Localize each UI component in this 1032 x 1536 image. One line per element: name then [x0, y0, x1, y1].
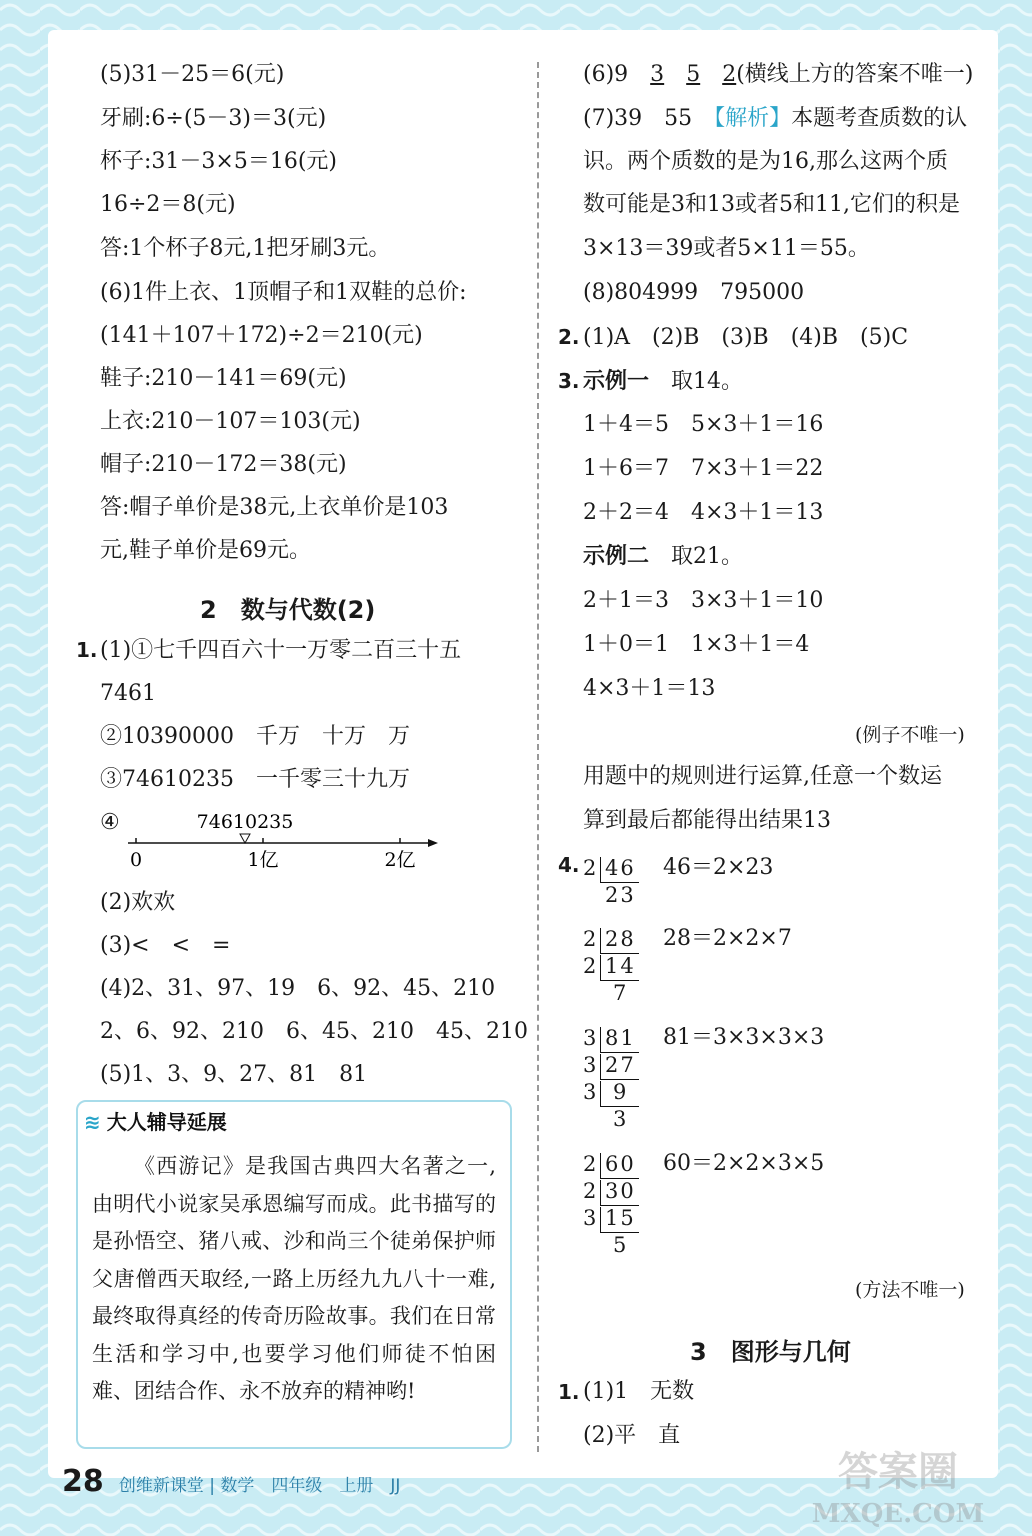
dividend: 5: [613, 1233, 629, 1257]
dividend: 60: [605, 1152, 636, 1176]
column-divider: [537, 62, 539, 1452]
text: 本题考查质数的认: [791, 106, 968, 131]
divisor: 2: [583, 927, 597, 951]
box-title-text: 大人辅导延展: [106, 1110, 227, 1134]
q1-line: 2、6、92、210 6、45、210 45、210: [100, 1019, 528, 1044]
svg-text:答案圈: 答案圈: [838, 1448, 958, 1495]
rule-line: 算到最后都能得出结果13: [583, 808, 831, 833]
example-2: [583, 542, 743, 572]
blank-answer: 2: [722, 62, 737, 87]
number-line-value-label: 74610235: [196, 811, 294, 833]
example-2-label: 示例二: [583, 544, 650, 569]
left-line: (141＋107＋172)÷2＝210(元): [100, 323, 423, 348]
dividend: 3: [613, 1107, 629, 1131]
divisor: 3: [583, 1080, 597, 1104]
svg-text:MXQE.COM: MXQE.COM: [811, 1499, 985, 1529]
right-line-6: [583, 60, 973, 90]
spacer: [664, 62, 686, 87]
left-line: (6)1件上衣、1顶帽子和1双鞋的总价:: [100, 280, 467, 305]
note-method: (方法不唯一): [855, 1279, 965, 1301]
rule-line: 用题中的规则进行运算,任意一个数运: [583, 764, 942, 789]
divisor: 2: [583, 856, 597, 880]
footer-text: 创维新课堂 | 数学 四年级 上册 JJ: [118, 1476, 401, 1496]
left-line: 杯子:31－3×5＝16(元): [100, 149, 337, 174]
example-1-text: 取14。: [649, 369, 744, 394]
left-line: 元,鞋子单价是69元。: [100, 538, 311, 563]
box-title: [84, 1106, 227, 1135]
divisor: 3: [583, 1026, 597, 1050]
section-3-line: (1)1 无数: [583, 1379, 695, 1404]
text: (7)39 55: [583, 106, 715, 131]
divisor: 2: [583, 954, 597, 978]
q1-line: (1)①七千四百六十一万零二百三十五: [100, 638, 462, 663]
left-line: 上衣:210－107＝103(元): [100, 409, 361, 434]
factor-equation: 46＝2×23: [663, 855, 774, 880]
question-2-number: 2.: [558, 325, 580, 349]
dividend: 28: [605, 927, 636, 951]
q2-answers: (1)A (2)B (3)B (4)B (5)C: [583, 325, 909, 350]
example-2-text: 取21。: [649, 544, 744, 569]
analysis-tag: 【解析】: [714, 106, 792, 131]
right-line-7: [583, 104, 967, 134]
example-2-line: 2＋1＝3 3×3＋1＝10: [583, 588, 824, 613]
divisor: 3: [583, 1206, 597, 1230]
section-2-title: 2 数与代数(2): [200, 596, 376, 624]
section-3-q1-number: 1.: [558, 1380, 580, 1404]
example-1-label: 示例一: [583, 369, 650, 394]
number-line-tick-label: 1亿: [247, 849, 279, 870]
box-text: 《西游记》是我国古典四大名著之一,由明代小说家吴承恩编写而成。此书描写的是孙悟空、猪八戒、沙和尚三个徒弟保护师父唐僧西天取经,一路上历经九九八十一难,最终取得真经的传奇历险故事。我们在日常生活和学习中,也要学习他们师徒不怕困难、团结合作、永不放弃的精神哟!: [92, 1154, 496, 1403]
q1-line: ③74610235 一千零三十九万: [100, 767, 410, 792]
number-line-arrow: [428, 839, 438, 847]
spacer: [700, 62, 722, 87]
q1-line: (3)< < =: [100, 933, 231, 958]
left-line: 16÷2＝8(元): [100, 192, 236, 217]
left-line: (5)31－25＝6(元): [100, 62, 285, 87]
dividend: 15: [605, 1206, 636, 1230]
q1-line: ②10390000 千万 十万 万: [100, 724, 410, 749]
left-line: 鞋子:210－141＝69(元): [100, 366, 347, 391]
note-example: (例子不唯一): [855, 724, 965, 746]
factor-equation: 81＝3×3×3×3: [663, 1025, 825, 1050]
question-3-number: 3.: [558, 369, 580, 393]
dividend: 23: [605, 883, 636, 907]
example-1: [583, 367, 743, 397]
divisor: 2: [583, 1152, 597, 1176]
q1-line: (5)1、3、9、27、81 81: [100, 1062, 368, 1087]
q1-line: ④: [100, 810, 120, 835]
page-number: 28: [62, 1464, 104, 1499]
left-line: 答:1个杯子8元,1把牙刷3元。: [100, 236, 391, 261]
left-line: 答:帽子单价是38元,上衣单价是103: [100, 495, 449, 520]
example-2-line: 1＋0＝1 1×3＋1＝4: [583, 632, 810, 657]
q1-line: 7461: [100, 681, 156, 706]
right-line: 数可能是3和13或者5和11,它们的积是: [583, 192, 960, 217]
right-line: (8)804999 795000: [583, 280, 805, 305]
left-line: 牙刷:6÷(5－3)＝3(元): [100, 106, 327, 131]
watermark-logo: [788, 1440, 1008, 1530]
dividend: 14: [605, 954, 636, 978]
factor-equation: 28＝2×2×7: [663, 926, 792, 951]
right-line: 识。两个质数的是为16,那么这两个质: [583, 149, 948, 174]
section-3-line: (2)平 直: [583, 1423, 681, 1448]
dividend: 9: [613, 1080, 629, 1104]
dividend: 30: [605, 1179, 636, 1203]
number-line-tick-label: 2亿: [384, 849, 416, 870]
section-3-title: 3 图形与几何: [690, 1338, 851, 1366]
number-line: [118, 810, 458, 870]
example-2-line: 4×3＋1＝13: [583, 676, 716, 701]
divisor: 2: [583, 1179, 597, 1203]
right-line: 3×13＝39或者5×11＝55。: [583, 236, 870, 261]
example-1-line: 2＋2＝4 4×3＋1＝13: [583, 500, 824, 525]
example-1-line: 1＋6＝7 7×3＋1＝22: [583, 456, 824, 481]
number-line-marker: [240, 834, 250, 843]
blank-answer: 5: [686, 62, 701, 87]
example-1-line: 1＋4＝5 5×3＋1＝16: [583, 412, 824, 437]
q1-line: (2)欢欢: [100, 890, 176, 915]
question-1-number: 1.: [76, 638, 98, 662]
parent-guidance-box: [76, 1100, 512, 1449]
wave-icon: ≋: [84, 1110, 101, 1134]
dividend: 81: [605, 1026, 636, 1050]
blank-answer: (横线上方的答案不唯一): [736, 62, 974, 87]
blank-answer: (6)9: [583, 62, 651, 87]
number-line-tick-label: 0: [129, 849, 143, 870]
footer: [62, 1464, 400, 1499]
factor-equation: 60＝2×2×3×5: [663, 1151, 825, 1176]
dividend: 7: [613, 981, 629, 1005]
dividend: 46: [605, 856, 636, 880]
blank-answer: 3: [650, 62, 665, 87]
q1-line: (4)2、31、97、19 6、92、45、210: [100, 976, 496, 1001]
dividend: 27: [605, 1053, 636, 1077]
divisor: 3: [583, 1053, 597, 1077]
question-4-number: 4.: [558, 853, 580, 877]
left-line: 帽子:210－172＝38(元): [100, 452, 347, 477]
